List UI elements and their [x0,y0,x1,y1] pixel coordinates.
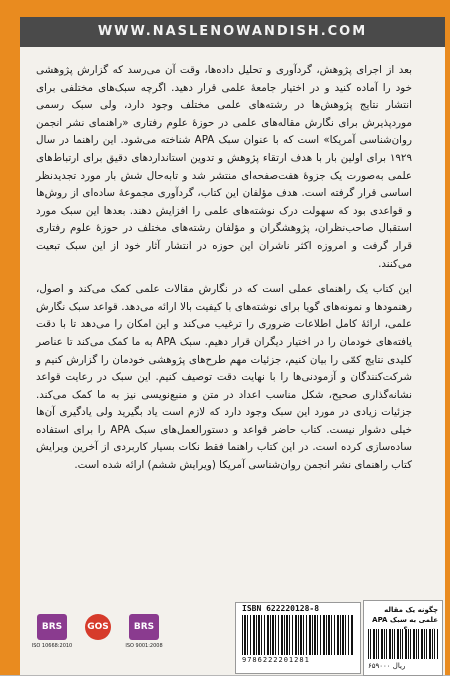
brs-mark-icon: BRS [129,614,159,640]
blurb-text [36,62,412,483]
blurb-paragraph-2: این کتاب یک راهنمای عملی است که در نگارش مقالات علمی کمک می‌کند و اصول، رهنمودها و نمونه‌های گویا برای نوشته‌های با کیفیت بالا ارائه می‌دهد. قواعد سبک نگارش علمی، ارائهٔ کامل اطلاعات ضروری را ترغیب می‌کند و این امکان را می‌دهد تا با دقت یافته‌های خودمان را در اختیار دیگران قرار دهیم. سبک APA به ما کمک می‌کند تا عناصر کلیدی نتایج کمّی را بیان کنیم، جزئیات مهم طرح‌های پژوهشی خودمان را گزارش کنیم و شرکت‌کنندگان و آزمودنی‌ها را با نهایت دقت توصیف کنیم. این سبک در رعایت قواعد نشانه‌گذاری صحیح، شکل مناسب اعداد در متن و منبع‌نویسی نیز به ما کمک می‌کند. جزئیات زیادی در مورد این سبک وجود دارد که لازم است یاد بگیرید ولی یادگیری آن‌ها خیلی دشوار نیست. کتاب حاضر قواعد و دستورالعمل‌های سبک APA را برای استفاده ساده‌سازی کرده است. در این کتاب راهنما فقط نکات بسیار کاربردی از آخرین ویرایش کتاب راهنمای نشر انجمن روان‌شناسی آمریکا (ویرایش ششم) ارائه شده است. [36,283,413,472]
isbn-barcode [235,602,361,674]
barcode-number: 9786222201281 [242,656,310,664]
gos-logo [76,614,120,672]
gos-mark-icon: GOS [85,614,111,640]
bottom-strip [20,600,445,675]
brs-mark-icon: BRS [37,614,67,640]
brs-caption: ISO 10668:2010 [31,643,73,649]
website-url: WWW.NASLENOWANDISH.COM [97,24,368,39]
sticker-title: چگونه یک مقاله علمی به سبک APA [372,606,438,624]
brs-logo-1 [30,614,74,672]
isbn-label: ISBN 622220128-8 [242,604,320,613]
blurb-paragraph-1: بعد از اجرای پژوهش، گردآوری و تحلیل داده‌ها، وقت آن می‌رسد که گزارش پژوهشی خود را آماده کنید و در اختیار جامعهٔ علمی قرار دهید. اگرچه سبک‌های مختلفی برای انتشار نتایج پژوهش‌ها در رشته‌های علمی مختلف وجود دارد، ولی سبک رسمی موردپذیرش برای نگارش مقاله‌های علمی در حوزهٔ علوم رفتاری «راهنمای نشر انجمن روان‌شناسی آمریکا» است که با عنوان سبک APA شناخته می‌شود. این راهنما در سال ۱۹۲۹ برای اولین بار با هدف ارتقاء پژوهش و تدوین استانداردهای دقیق برای ارتباط‌های علمی به‌صورت یک جزوهٔ هفت‌صفحه‌ای منتشر شد و تابه‌حال شش بار مورد تجدیدنظر اساسی قرار گرفته است. هدف مؤلفان این کتاب، گردآوری مجموعهٔ ساده‌ای از روش‌ها و قواعدی بود که سهولت درک نوشته‌های علمی را افزایش دهند. بعدها این سبک مورد استقبال صاحب‌نظران، پژوهشگران و مؤلفان رشته‌های مختلف در حوزهٔ علوم رفتاری قرار گرفت و امروزه اکثر ناشران این حوزه در انتشار آثار خود از این سبک تبعیت می‌کنند. [36,64,412,270]
certification-logos [30,614,230,674]
sticker-price: ۶۵۹۰۰۰ ریال [368,662,406,670]
price-sticker [363,600,443,676]
brs-caption: ISO 9001:2008 [125,643,163,649]
brs-logo-2 [122,614,166,672]
barcode-icon [242,615,354,655]
sticker-barcode-icon [368,629,438,659]
